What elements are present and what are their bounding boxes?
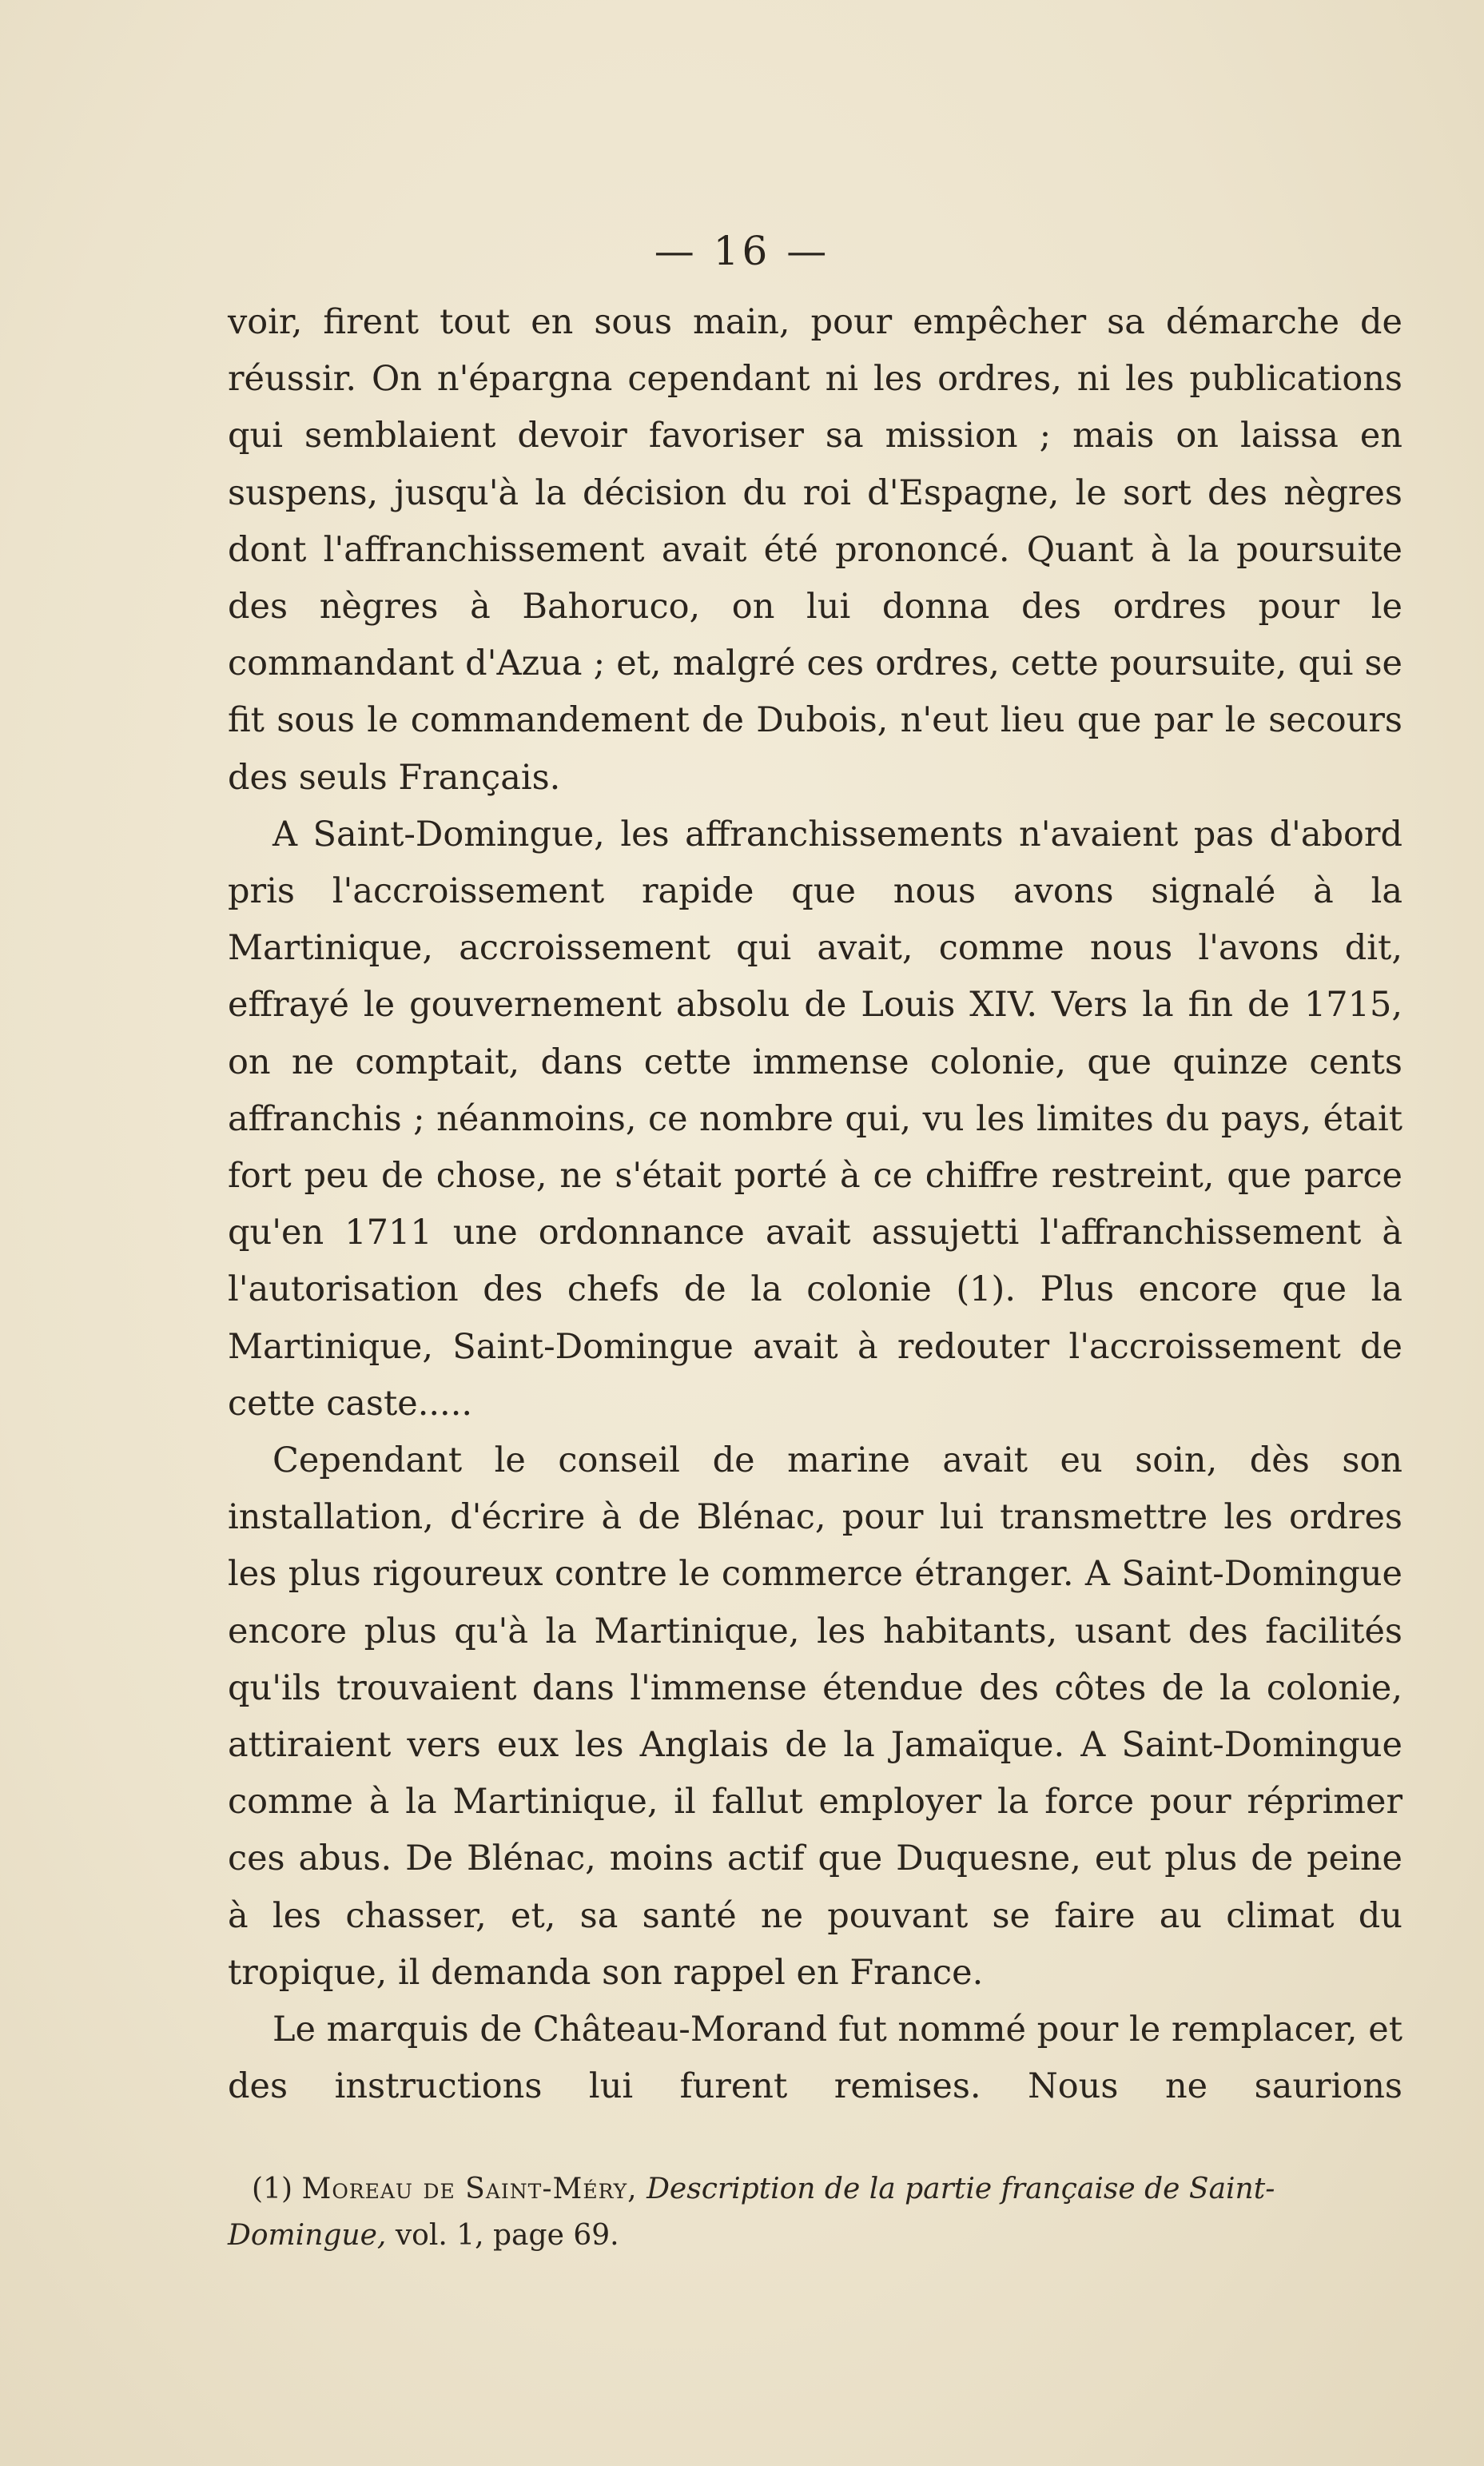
footnote-title: Description de la partie française de Saint-Domingue, [228,2173,1275,2252]
paragraph-2: A Saint-Domingue, les affranchissements n'avaient pas d'abord pris l'accroissement rapide que nous avons signalé à la Martinique, accroissement qui avait, comme nous l'avons dit, effrayé le gouvernement absolu de Louis XIV. Vers la fin de 1715, on ne comptait, dans cette immense colonie, que quinze cents affranchis ; néanmoins, ce nombre qui, vu les limites du pays, était fort peu de chose, ne s'était porté à ce chiffre restreint, que parce qu'en 1711 une ordonnance avait assujetti l'affranchissement à l'autorisation des chefs de la colonie (1). Plus encore que la Martinique, Saint-Domingue avait à redouter l'accroissement de cette caste..... [228,814,1402,1424]
page-number: — 16 — [654,228,830,274]
body-text [228,294,1402,2116]
footnote-marker: (1) [252,2173,292,2205]
footnote [228,2166,1394,2259]
footnote-author: Moreau de Saint-Méry, [301,2173,638,2205]
paragraph-4: Le marquis de Château-Morand fut nommé pour le remplacer, et des instructions lui furent remises. Nous ne saurions [228,2010,1402,2107]
paragraph-1: voir, firent tout en sous main, pour empêcher sa démarche de réussir. On n'épargna cependant ni les ordres, ni les publications qui semblaient devoir favoriser sa mission ; mais on laissa en suspens, jusqu'à la décision du roi d'Espagne, le sort des nègres dont l'affranchissement avait été prononcé. Quant à la poursuite des nègres à Bahoruco, on lui donna des ordres pour le commandant d'Azua ; et, malgré ces ordres, cette poursuite, qui se fit sous le commandement de Dubois, n'eut lieu que par le secours des seuls Français. [228,302,1402,798]
footnote-reference: vol. 1, page 69. [395,2219,619,2252]
paragraph-3: Cependant le conseil de marine avait eu soin, dès son installation, d'écrire à de Blénac, pour lui transmettre les ordres les plus rigoureux contre le commerce étranger. A Saint-Domingue encore plus qu'à la Martinique, les habitants, usant des facilités qu'ils trouvaient dans l'immense étendue des côtes de la colonie, attiraient vers eux les Anglais de la Jamaïque. A Saint-Domingue comme à la Martinique, il fallut employer la force pour réprimer ces abus. De Blénac, moins actif que Duquesne, eut plus de peine à les chasser, et, sa santé ne pouvant se faire au climat du tropique, il demanda son rappel en France. [228,1440,1402,1993]
